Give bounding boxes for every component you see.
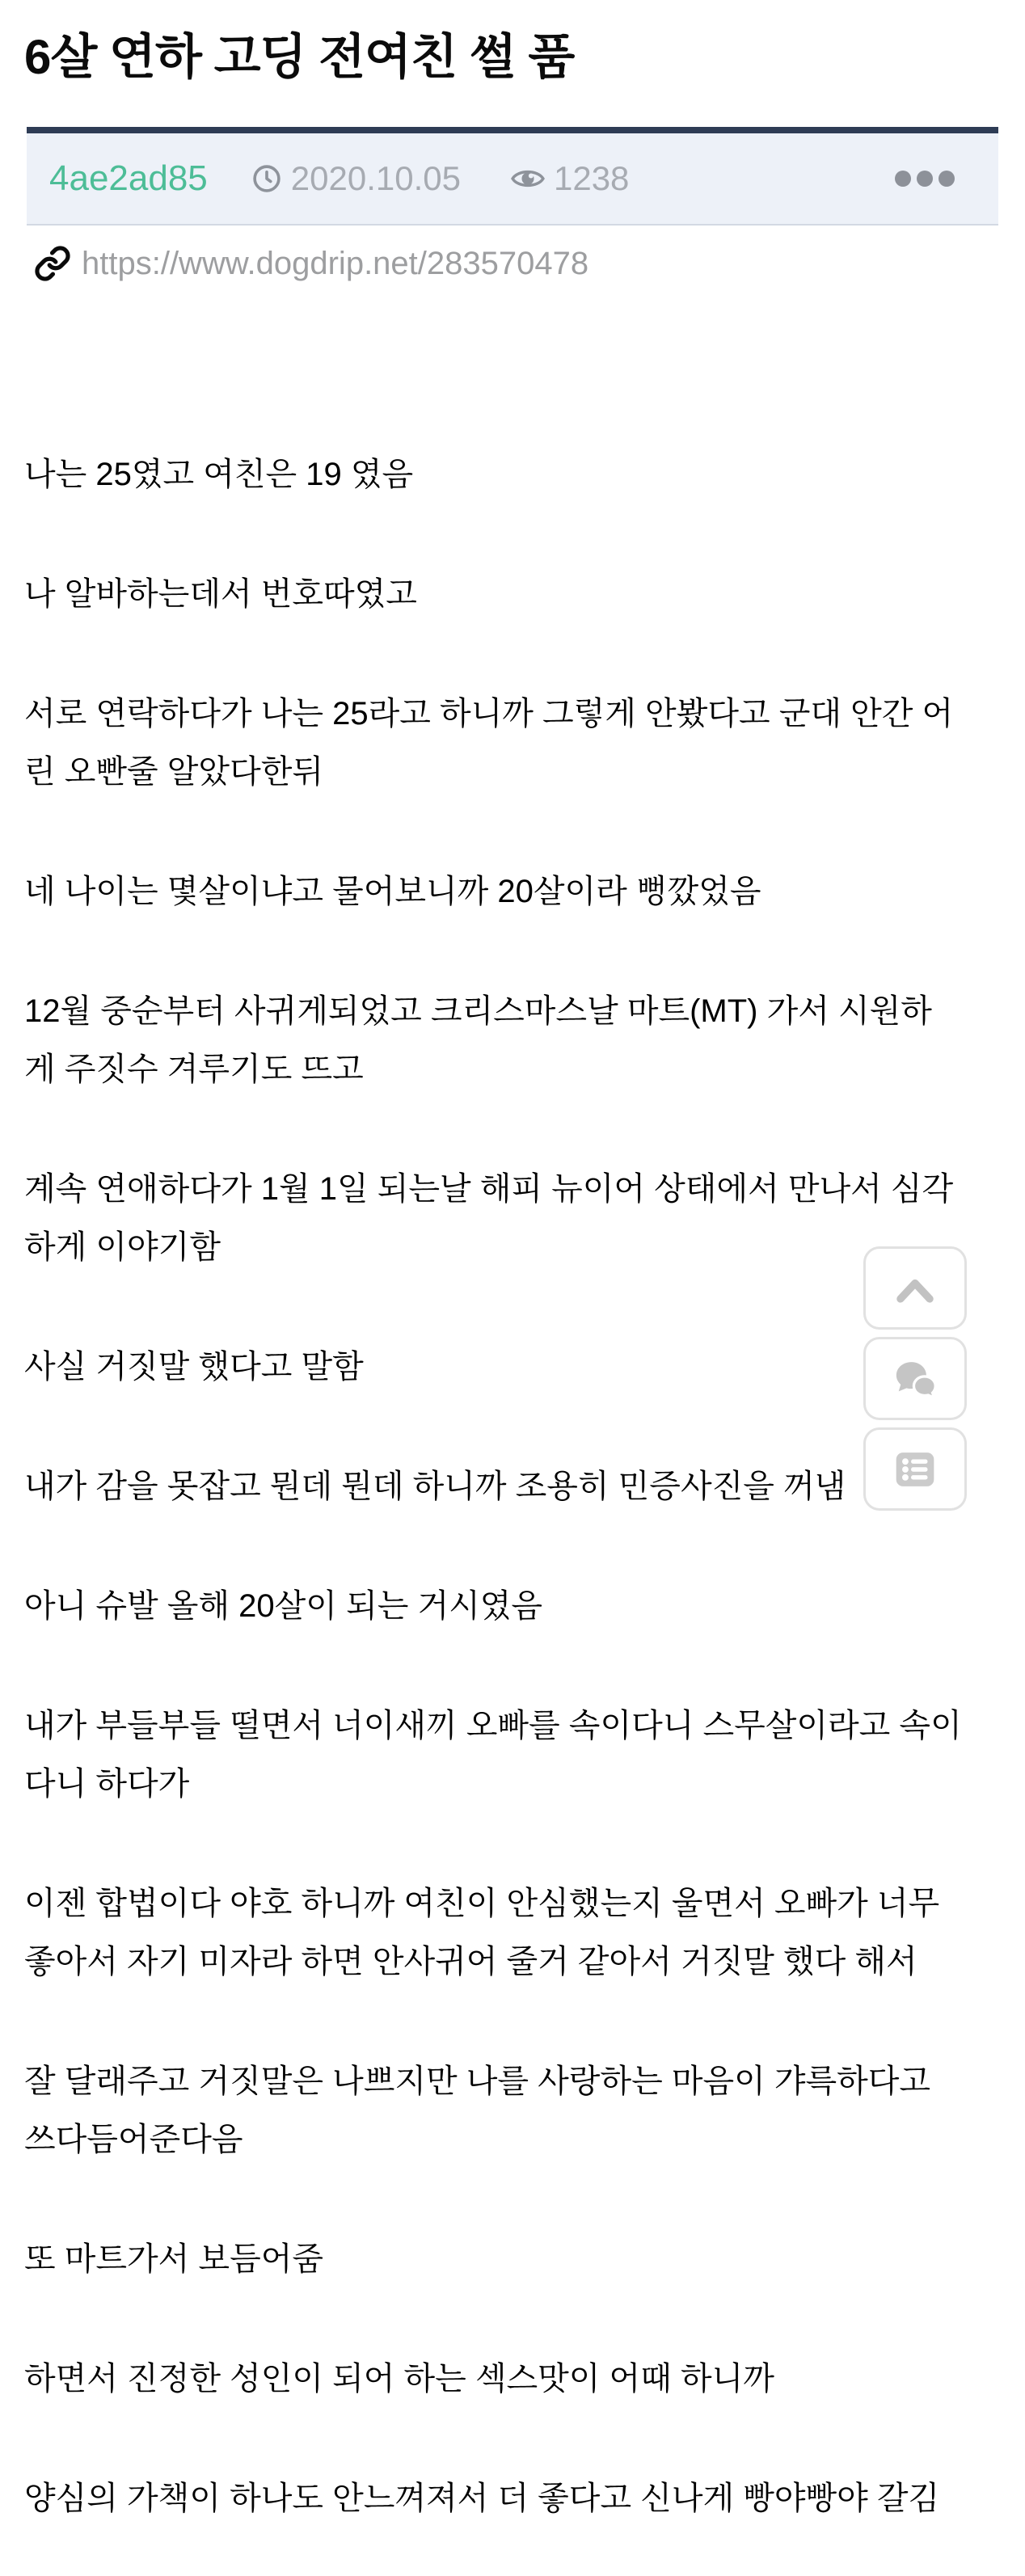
paragraph: 잘 달래주고 거짓말은 나쁘지만 나를 사랑하는 마음이 갸륵하다고 쓰다듬어준다음: [24, 2064, 931, 2157]
post-list-button[interactable]: [863, 1427, 967, 1511]
paragraph: 사실 거짓말 했다고 말함: [24, 1349, 364, 1385]
paragraph: 내가 부들부들 떨면서 너이새끼 오빠를 속이다니 스무살이라고 속이 다니 하다가: [24, 1708, 962, 1802]
post-body: [24, 445, 998, 2528]
post-url[interactable]: https://www.dogdrip.net/283570478: [82, 245, 589, 281]
paragraph: 서로 연락하다가 나는 25라고 하니까 그렇게 안봤다고 군대 안간 어 린 오빤줄 알았다한뒤: [24, 696, 954, 790]
post-author[interactable]: 4ae2ad85: [49, 158, 208, 198]
post-date: 2020.10.05: [290, 159, 461, 197]
comments-button[interactable]: [863, 1337, 967, 1420]
post-views: 1238: [553, 159, 630, 197]
paragraph: 나는 25였고 여친은 19 였음: [24, 457, 414, 492]
paragraph: 계속 연애하다가 1월 1일 되는날 해피 뉴이어 상태에서 만나서 심각 하게 이야기함: [24, 1171, 954, 1265]
post-date-group: [251, 159, 461, 198]
paragraph: 내가 감을 못잡고 뭔데 뭔데 하니까 조용히 민증사진을 꺼냄: [24, 1469, 846, 1504]
clock-icon: [251, 163, 282, 194]
paragraph: 또 마트가서 보듬어줌: [24, 2241, 323, 2277]
paragraph: 이젠 합법이다 야호 하니까 여친이 안심했는지 울면서 오빠가 너무 좋아서 자기 미자라 하면 안사귀어 줄거 같아서 거짓말 했다 해서: [24, 1886, 940, 1979]
floating-toolbar: [863, 1246, 967, 1511]
paragraph: 아니 슈발 올해 20살이 되는 거시였음: [24, 1588, 543, 1624]
eye-icon: [511, 167, 545, 191]
list-icon: [891, 1448, 939, 1491]
ellipsis-icon: [895, 171, 911, 187]
paragraph: 양심의 가책이 하나도 안느껴져서 더 좋다고 신나게 빵야빵야 갈김: [24, 2481, 940, 2516]
post-meta-bar: [27, 127, 998, 226]
paragraph: 네 나이는 몇살이냐고 물어보니까 20살이라 뻥깠었음: [24, 874, 761, 909]
paragraph: 12월 중순부터 사귀게되었고 크리스마스날 마트(MT) 가서 시원하 게 주짓수 겨루기도 뜨고: [24, 993, 932, 1087]
link-icon: [34, 245, 71, 282]
post-permalink-row: [34, 245, 1025, 282]
paragraph: 나 알바하는데서 번호따였고: [24, 576, 417, 612]
chevron-up-icon: [890, 1269, 940, 1308]
chat-bubbles-icon: [890, 1357, 940, 1401]
scroll-to-top-button[interactable]: [863, 1246, 967, 1330]
post-views-group: [511, 159, 629, 198]
post-title: 6살 연하 고딩 전여친 썰 품: [24, 30, 575, 84]
paragraph: 하면서 진정한 성인이 되어 하는 섹스맛이 어때 하니까: [24, 2361, 774, 2397]
more-options-button[interactable]: [887, 162, 963, 195]
